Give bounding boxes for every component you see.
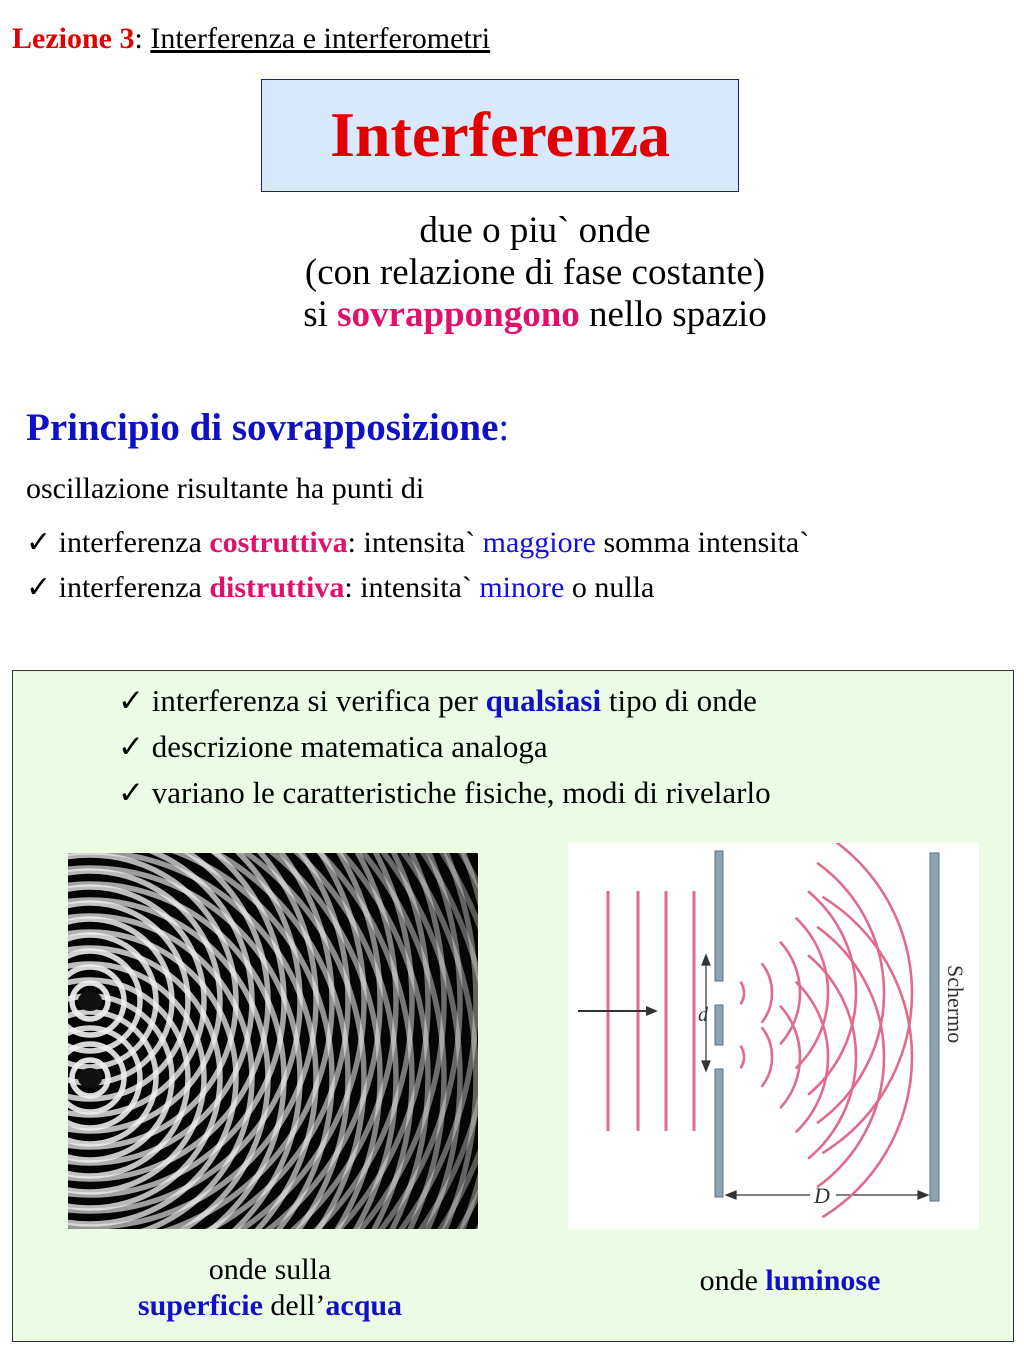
note-text: descrizione matematica analoga [143,729,548,764]
water-caption-mid: dell’ [262,1289,326,1322]
water-caption-line2 [100,1288,440,1324]
slit-distance-label: d [698,1004,708,1026]
definition-line-1: due o piu` onde [419,210,651,251]
bullet-constructive [26,525,809,560]
page-title: Interferenza [330,99,670,170]
definition-emphasis: sovrappongono [337,294,580,335]
check-icon: ✓ [118,775,144,810]
bullet-emphasis: distruttiva [209,571,345,604]
principle-heading [26,405,509,450]
light-caption-em: luminose [765,1264,881,1297]
lesson-subject: Interferenza e interferometri [150,22,491,55]
note-text: variano le caratteristiche fisiche, modi di rivelarlo [143,775,771,810]
check-icon: ✓ [26,571,52,604]
light-caption-pre: onde [699,1264,766,1297]
bullet-colored: minore [479,571,565,604]
title-box [261,79,739,192]
check-icon: ✓ [118,729,144,764]
lesson-header [12,22,490,56]
check-icon: ✓ [26,526,52,559]
screen-label: Schermo [943,965,968,1044]
slit-barrier [715,851,723,1197]
water-caption [100,1252,440,1324]
water-interference-photo [68,853,478,1229]
note-pre: interferenza si verifica per [143,683,486,718]
principle-colon: : [498,406,510,449]
screen-distance-label: D [814,1183,830,1208]
definition-line-3 [200,294,870,336]
bullet-emphasis: costruttiva [209,526,348,559]
water-caption-em1: superficie [137,1289,263,1322]
note-bullet-2 [118,729,548,765]
note-bullet-3 [118,775,771,811]
check-icon: ✓ [118,683,144,718]
bullet-colored: maggiore [482,526,596,559]
bullet-destructive [26,570,654,605]
definition-pre: si [303,294,338,335]
water-caption-em2: acqua [325,1289,403,1322]
principle-heading-text: Principio di sovrapposizione [26,406,499,449]
definition-post: nello spazio [579,294,767,335]
water-caption-line1: onde sulla [208,1253,332,1286]
principle-intro: oscillazione risultante ha punti di [26,472,425,505]
bullet-mid: : intensita` [347,526,483,559]
note-emphasis: qualsiasi [485,683,602,718]
note-bullet-1 [118,683,757,719]
bullet-post: somma intensita` [595,526,810,559]
bullet-pre: interferenza [51,526,210,559]
lesson-number: Lezione 3 [12,22,135,55]
bullet-mid: : intensita` [344,571,480,604]
definition-line-2: (con relazione di fase costante) [304,252,766,293]
bullet-pre: interferenza [51,571,210,604]
double-slit-svg [568,843,979,1229]
header-separator: : [134,22,143,55]
definition-block [200,210,870,336]
light-caption [640,1264,940,1298]
bullet-post: o nulla [564,571,655,604]
double-slit-diagram [568,843,979,1229]
ripple-tank-image [68,853,478,1229]
note-post: tipo di onde [601,683,757,718]
screen-bar [930,853,939,1201]
